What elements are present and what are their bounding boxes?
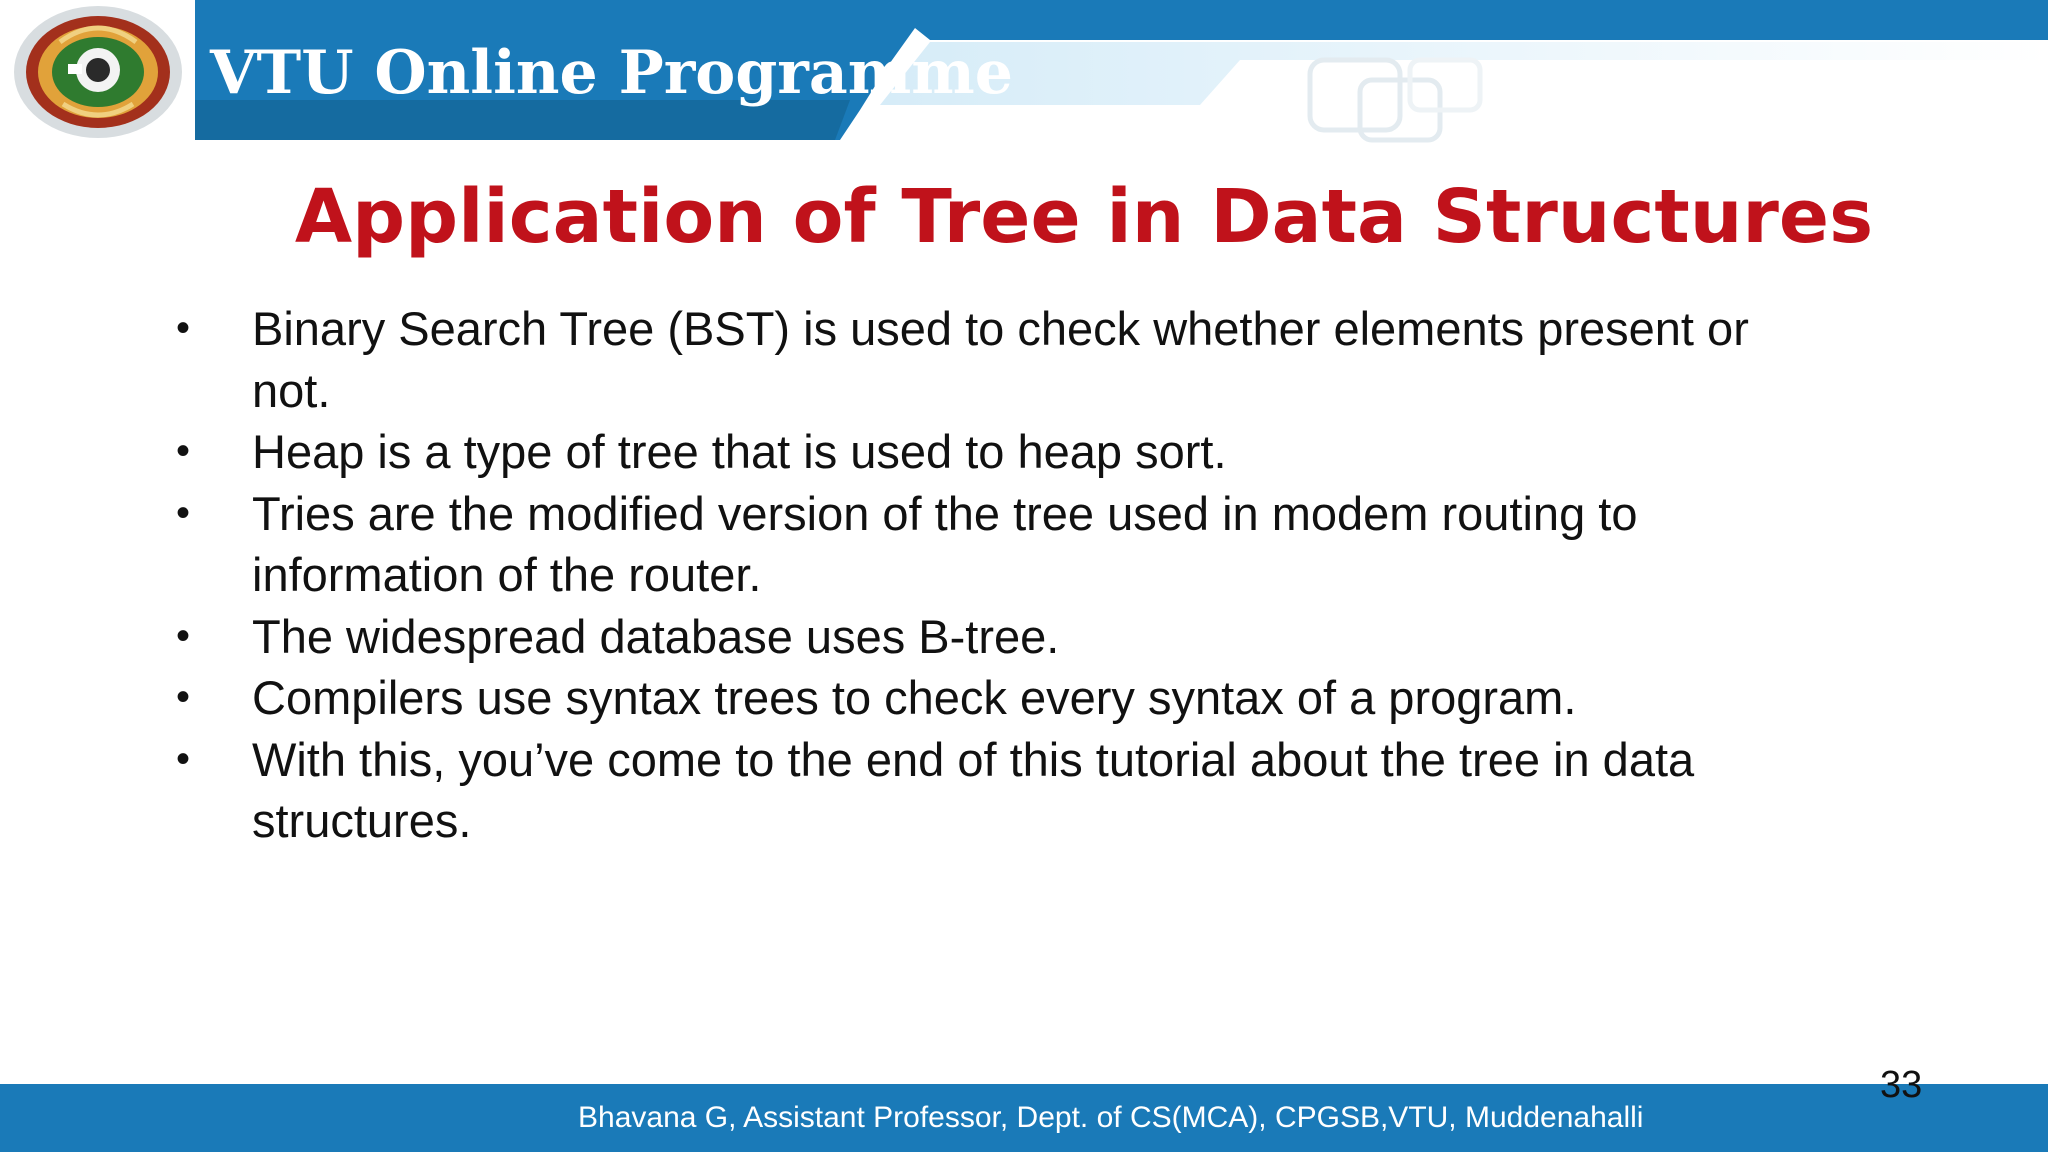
bullet-item: [0, 421, 2048, 483]
bullet-marker: •: [176, 429, 191, 473]
bullet-text: With this, you’ve come to the end of this tutorial about the tree in data structures.: [252, 732, 1695, 847]
bullet-item: [0, 483, 2048, 606]
programme-title: VTU Online Programme: [210, 38, 1013, 108]
decorative-squares-icon: [1300, 50, 1500, 150]
bullet-marker: •: [176, 736, 191, 781]
bullet-marker: •: [176, 675, 191, 719]
bullet-marker: •: [176, 306, 191, 350]
bullet-marker: •: [176, 490, 191, 535]
bullet-marker: •: [176, 613, 191, 658]
page-number: 33: [1880, 1064, 1923, 1106]
vtu-seal-logo: [8, 4, 194, 142]
bullet-text: Binary Search Tree (BST) is used to check whether elements present or not.: [252, 302, 1749, 417]
bullet-list: [0, 298, 2048, 852]
bullet-text: Tries are the modified version of the tree used in modem routing to information of the router.: [252, 486, 1638, 601]
bullet-text: Heap is a type of tree that is used to heap sort.: [252, 425, 1227, 478]
footer-credit: Bhavana G, Assistant Professor, Dept. of CS(MCA), CPGSB,VTU, Muddenahalli: [578, 1101, 1644, 1134]
bullet-text: Compilers use syntax trees to check every syntax of a program.: [252, 671, 1577, 724]
bullet-item: [0, 667, 2048, 729]
bullet-item: [0, 729, 2048, 852]
bullet-item: [0, 606, 2048, 668]
slide-title: Application of Tree in Data Structures: [294, 174, 1874, 260]
bullet-item: [0, 298, 2048, 421]
bullet-text: The widespread database uses B-tree.: [252, 609, 1060, 663]
